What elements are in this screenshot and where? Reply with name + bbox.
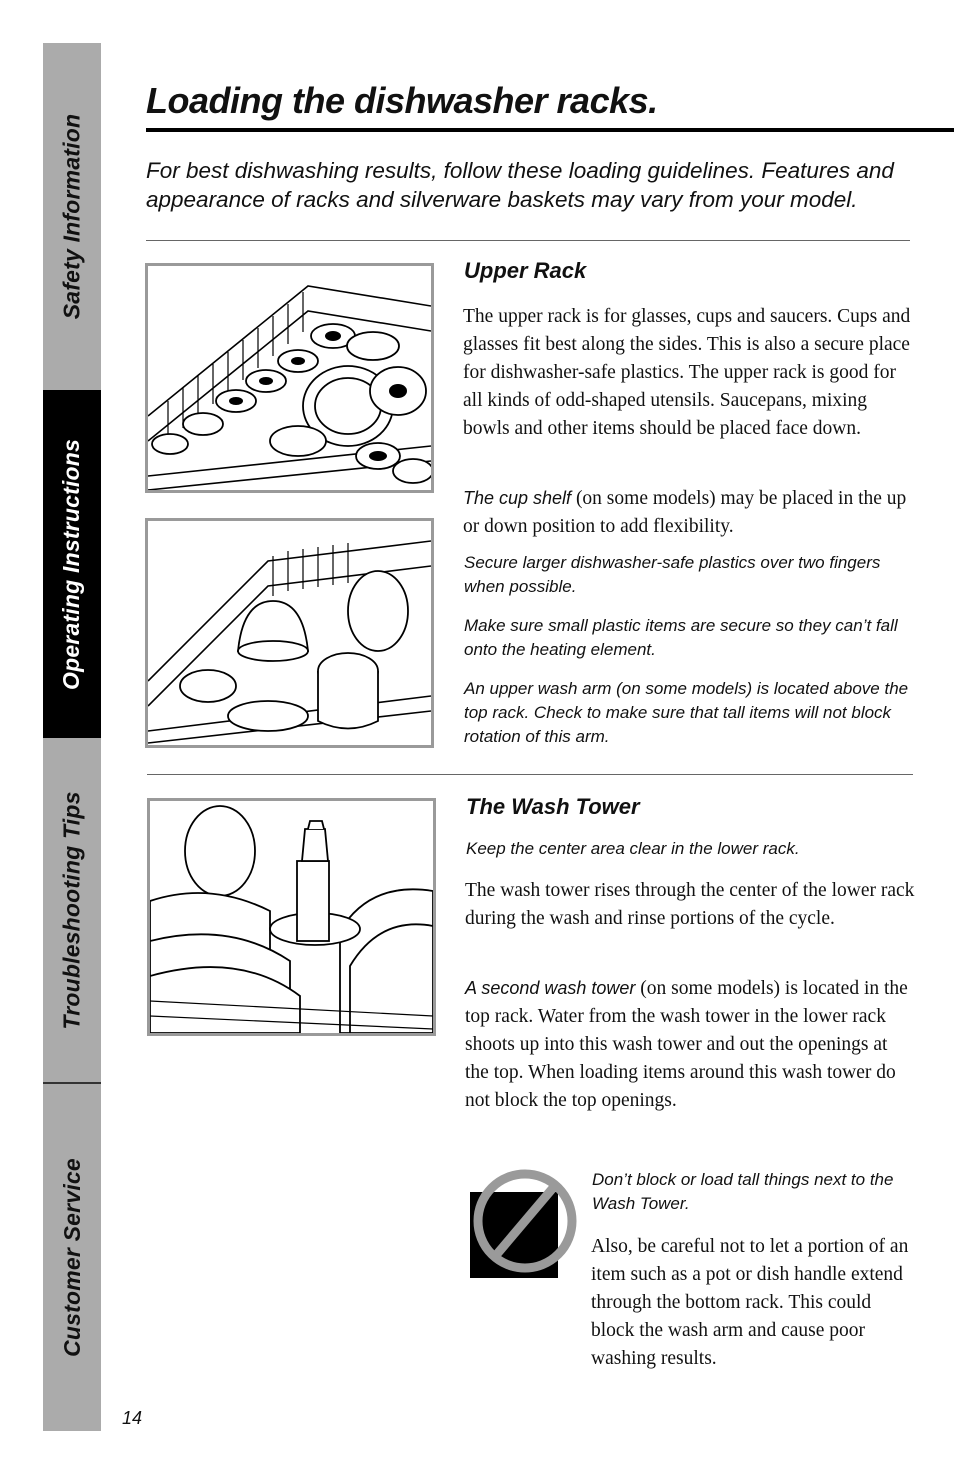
title-rule bbox=[146, 128, 954, 132]
tab-label: Troubleshooting Tips bbox=[58, 790, 85, 1030]
upper-rack-drawing bbox=[148, 266, 431, 490]
upper-wash-arm-note: An upper wash arm (on some models) is located above the top rack. Check to make sure that tall items will not block rotation of this arm. bbox=[464, 679, 909, 746]
cup-shelf-lead: The cup shelf bbox=[463, 488, 572, 508]
upper-rack-illustration bbox=[145, 263, 434, 493]
section-divider bbox=[146, 240, 910, 241]
tab-safety-information[interactable] bbox=[43, 43, 101, 390]
tab-operating-instructions[interactable] bbox=[43, 390, 101, 738]
tab-troubleshooting-tips[interactable] bbox=[43, 738, 101, 1082]
second-wash-tower-paragraph bbox=[465, 974, 915, 1115]
second-wash-tower-rest: (on some models) is located in the top rack. Water from the wash tower in the lower rack shoots up into this wash tower and out the openings at the top. When loading items around this wash tower do not block the top openings. bbox=[465, 978, 908, 1111]
wash-tower-warning-note: Don’t block or load tall things next to the Wash Tower. bbox=[592, 1170, 894, 1213]
cup-shelf-paragraph bbox=[463, 484, 913, 541]
upper-rack-paragraph: The upper rack is for glasses, cups and saucers. Cups and glasses fit best along the sides. This is also a secure place for dishwasher-safe plastics. The upper rack is good for all kinds of odd-shaped utensils. Saucepans, mixing bowls and other items should be placed face down. bbox=[463, 306, 911, 439]
cup-shelf-rest: (on some models) may be placed in the up or down position to add flexibility. bbox=[463, 488, 907, 537]
small-plastics-note: Make sure small plastic items are secure so they can’t fall onto the heating element. bbox=[464, 616, 898, 659]
wash-tower-illustration bbox=[147, 798, 436, 1036]
wash-tower-warning-text: Also, be careful not to let a portion of an item such as a pot or dish handle extend through the bottom rack. This could block the wash arm and cause poor washing results. bbox=[591, 1236, 909, 1369]
cup-shelf-illustration bbox=[145, 518, 434, 748]
center-area-note: Keep the center area clear in the lower rack. bbox=[466, 839, 800, 858]
tab-label: Safety Information bbox=[58, 113, 85, 320]
wash-tower-drawing bbox=[150, 801, 433, 1033]
upper-rack-heading: Upper Rack bbox=[464, 258, 587, 283]
second-wash-tower-lead: A second wash tower bbox=[465, 978, 636, 998]
wash-tower-heading: The Wash Tower bbox=[466, 794, 640, 819]
tab-customer-service[interactable] bbox=[43, 1084, 101, 1431]
tab-label: Operating Instructions bbox=[58, 438, 85, 690]
intro-text: For best dishwashing results, follow these loading guidelines. Features and appearance of racks and silverware baskets may vary from your model. bbox=[146, 158, 894, 212]
prohibited-icon bbox=[470, 1164, 580, 1278]
plastics-note: Secure larger dishwasher-safe plastics over two fingers when possible. bbox=[464, 553, 881, 596]
tab-label: Customer Service bbox=[58, 1158, 85, 1357]
cup-shelf-drawing bbox=[148, 521, 431, 745]
page-title: Loading the dishwasher racks. bbox=[146, 80, 658, 121]
section-divider bbox=[147, 774, 913, 775]
page-number: 14 bbox=[122, 1408, 143, 1428]
wash-tower-paragraph: The wash tower rises through the center of the lower rack during the wash and rinse portions of the cycle. bbox=[465, 880, 915, 929]
